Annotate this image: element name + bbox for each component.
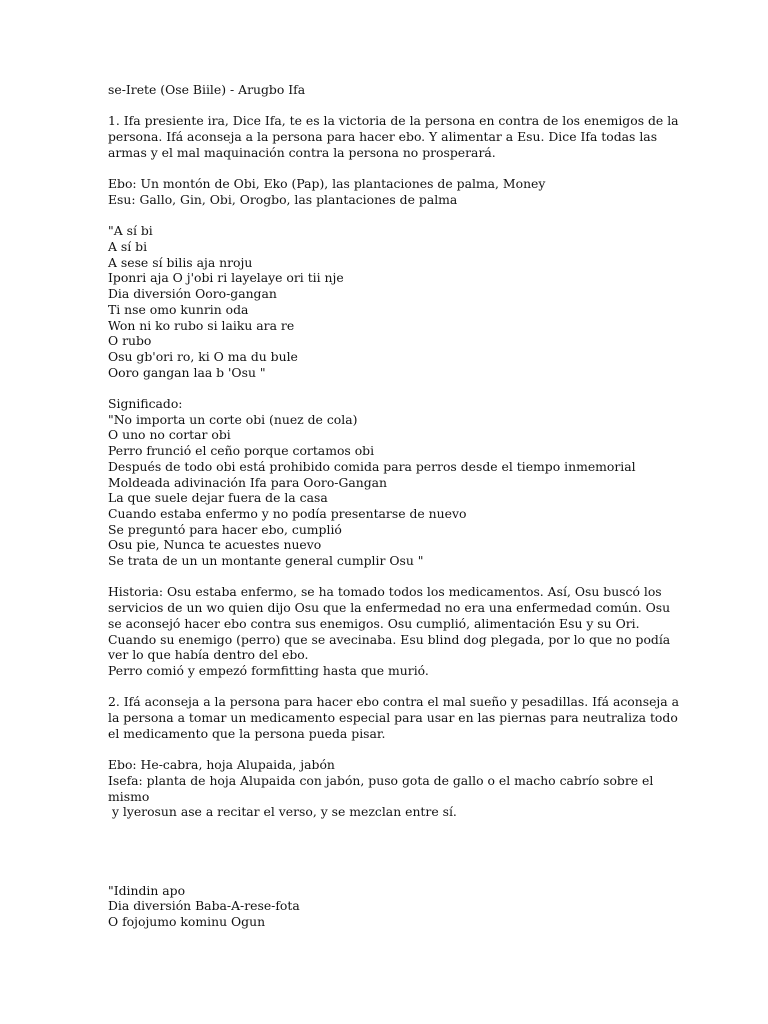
verse-line: Osu gb'ori ro, ki O ma du bule <box>108 348 298 364</box>
meaning-line: Moldeada adivinación Ifa para Ooro-Gangan <box>108 474 388 490</box>
spacer <box>108 679 648 695</box>
history-line: Historia: Osu estaba enfermo, se ha tomado todos los medicamentos. Así, Osu buscó los <box>108 584 662 600</box>
verse-line: Dia diversión Ooro-gangan <box>108 286 277 302</box>
paragraph-line: 2. Ifá aconseja a la persona para hacer ebo contra el mal sueño y pesadillas. Ifá aconseja a <box>108 694 679 710</box>
verse-line: "Idindin apo <box>108 882 186 898</box>
spacer <box>108 569 648 585</box>
isefa-line: mismo <box>108 788 150 804</box>
paragraph-line: 1. Ifa presiente ira, Dice Ifa, te es la victoria de la persona en contra de los enemigos de la <box>108 113 679 129</box>
verse-line: Won ni ko rubo si laiku ara re <box>108 317 295 333</box>
verse-line: Dia diversión Baba-A-rese-fota <box>108 898 300 914</box>
verse-line: Ti nse omo kunrin oda <box>108 301 249 317</box>
spacer <box>108 867 648 883</box>
spacer <box>108 161 648 177</box>
isefa-line: Isefa: planta de hoja Alupaida con jabón, puso gota de gallo o el macho cabrío sobre el <box>108 772 654 788</box>
esu-line: Esu: Gallo, Gin, Obi, Orogbo, las plantaciones de palma <box>108 191 458 207</box>
history-line: ver lo que había dentro del ebo. <box>108 647 309 663</box>
verse-line: O rubo <box>108 333 152 349</box>
meaning-line: La que suele dejar fuera de la casa <box>108 490 328 506</box>
history-line: Perro comió y empezó formfitting hasta que murió. <box>108 662 429 678</box>
spacer <box>108 820 648 867</box>
spacer <box>108 741 648 757</box>
meaning-line: Se preguntó para hacer ebo, cumplió <box>108 521 342 537</box>
verse-line: A sese sí bilis aja nroju <box>108 254 253 270</box>
verse-line: Iponri aja O j'obi ri layelaye ori tii nje <box>108 270 344 286</box>
meaning-line: Después de todo obi está prohibido comida para perros desde el tiempo inmemorial <box>108 458 636 474</box>
paragraph-1 <box>108 113 679 160</box>
ebo-block-1 <box>108 176 648 207</box>
ebo-line: Ebo: Un montón de Obi, Eko (Pap), las plantaciones de palma, Money <box>108 176 546 192</box>
meaning-heading: Significado: <box>108 396 183 411</box>
meaning-line: Cuando estaba enfermo y no podía presentarse de nuevo <box>108 505 467 521</box>
verse-2 <box>108 883 648 930</box>
history-line: Cuando su enemigo (perro) que se avecinaba. Esu blind dog plegada, por lo que no podía <box>108 631 671 647</box>
document-page <box>108 82 679 930</box>
history-line: servicios de un wo quien dijo Osu que la enfermedad no era una enfermedad común. Osu <box>108 600 671 616</box>
verse-line: O fojojumo kominu Ogun <box>108 914 266 930</box>
verse-line: "A sí bi <box>108 223 153 239</box>
meaning-line: O uno no cortar obi <box>108 427 231 443</box>
meaning-line: Perro frunció el ceño porque cortamos obi <box>108 443 375 459</box>
paragraph-line: persona. Ifá aconseja a la persona para hacer ebo. Y alimentar a Esu. Dice Ifa todas las <box>108 129 658 145</box>
spacer <box>108 98 648 114</box>
verse-1 <box>108 223 648 380</box>
isefa-line: y lyerosun ase a recitar el verso, y se mezclan entre sí. <box>108 804 457 820</box>
verse-line: Ooro gangan laa b 'Osu " <box>108 364 266 380</box>
meaning-line: "No importa un corte obi (nuez de cola) <box>108 411 358 427</box>
history-line: se aconsejó hacer ebo contra sus enemigos. Osu cumplió, alimentación Esu y su Ori. <box>108 615 640 631</box>
paragraph-line: el medicamento que la persona pueda pisar. <box>108 725 386 741</box>
meaning-block <box>108 396 648 569</box>
paragraph-line: armas y el mal maquinación contra la persona no prosperará. <box>108 144 496 160</box>
ebo-line: Ebo: He-cabra, hoja Alupaida, jabón <box>108 757 335 773</box>
ebo-block-2 <box>108 757 654 820</box>
document-title: se-Irete (Ose Biile) - Arugbo Ifa <box>108 82 306 97</box>
history-block <box>108 584 671 678</box>
meaning-line: Osu pie, Nunca te acuestes nuevo <box>108 537 322 553</box>
spacer <box>108 380 648 396</box>
verse-line: A sí bi <box>108 238 148 254</box>
spacer <box>108 208 648 224</box>
paragraph-2 <box>108 694 679 741</box>
meaning-line: Se trata de un un montante general cumplir Osu " <box>108 553 424 569</box>
paragraph-line: la persona a tomar un medicamento especial para usar en las piernas para neutraliza todo <box>108 710 678 726</box>
